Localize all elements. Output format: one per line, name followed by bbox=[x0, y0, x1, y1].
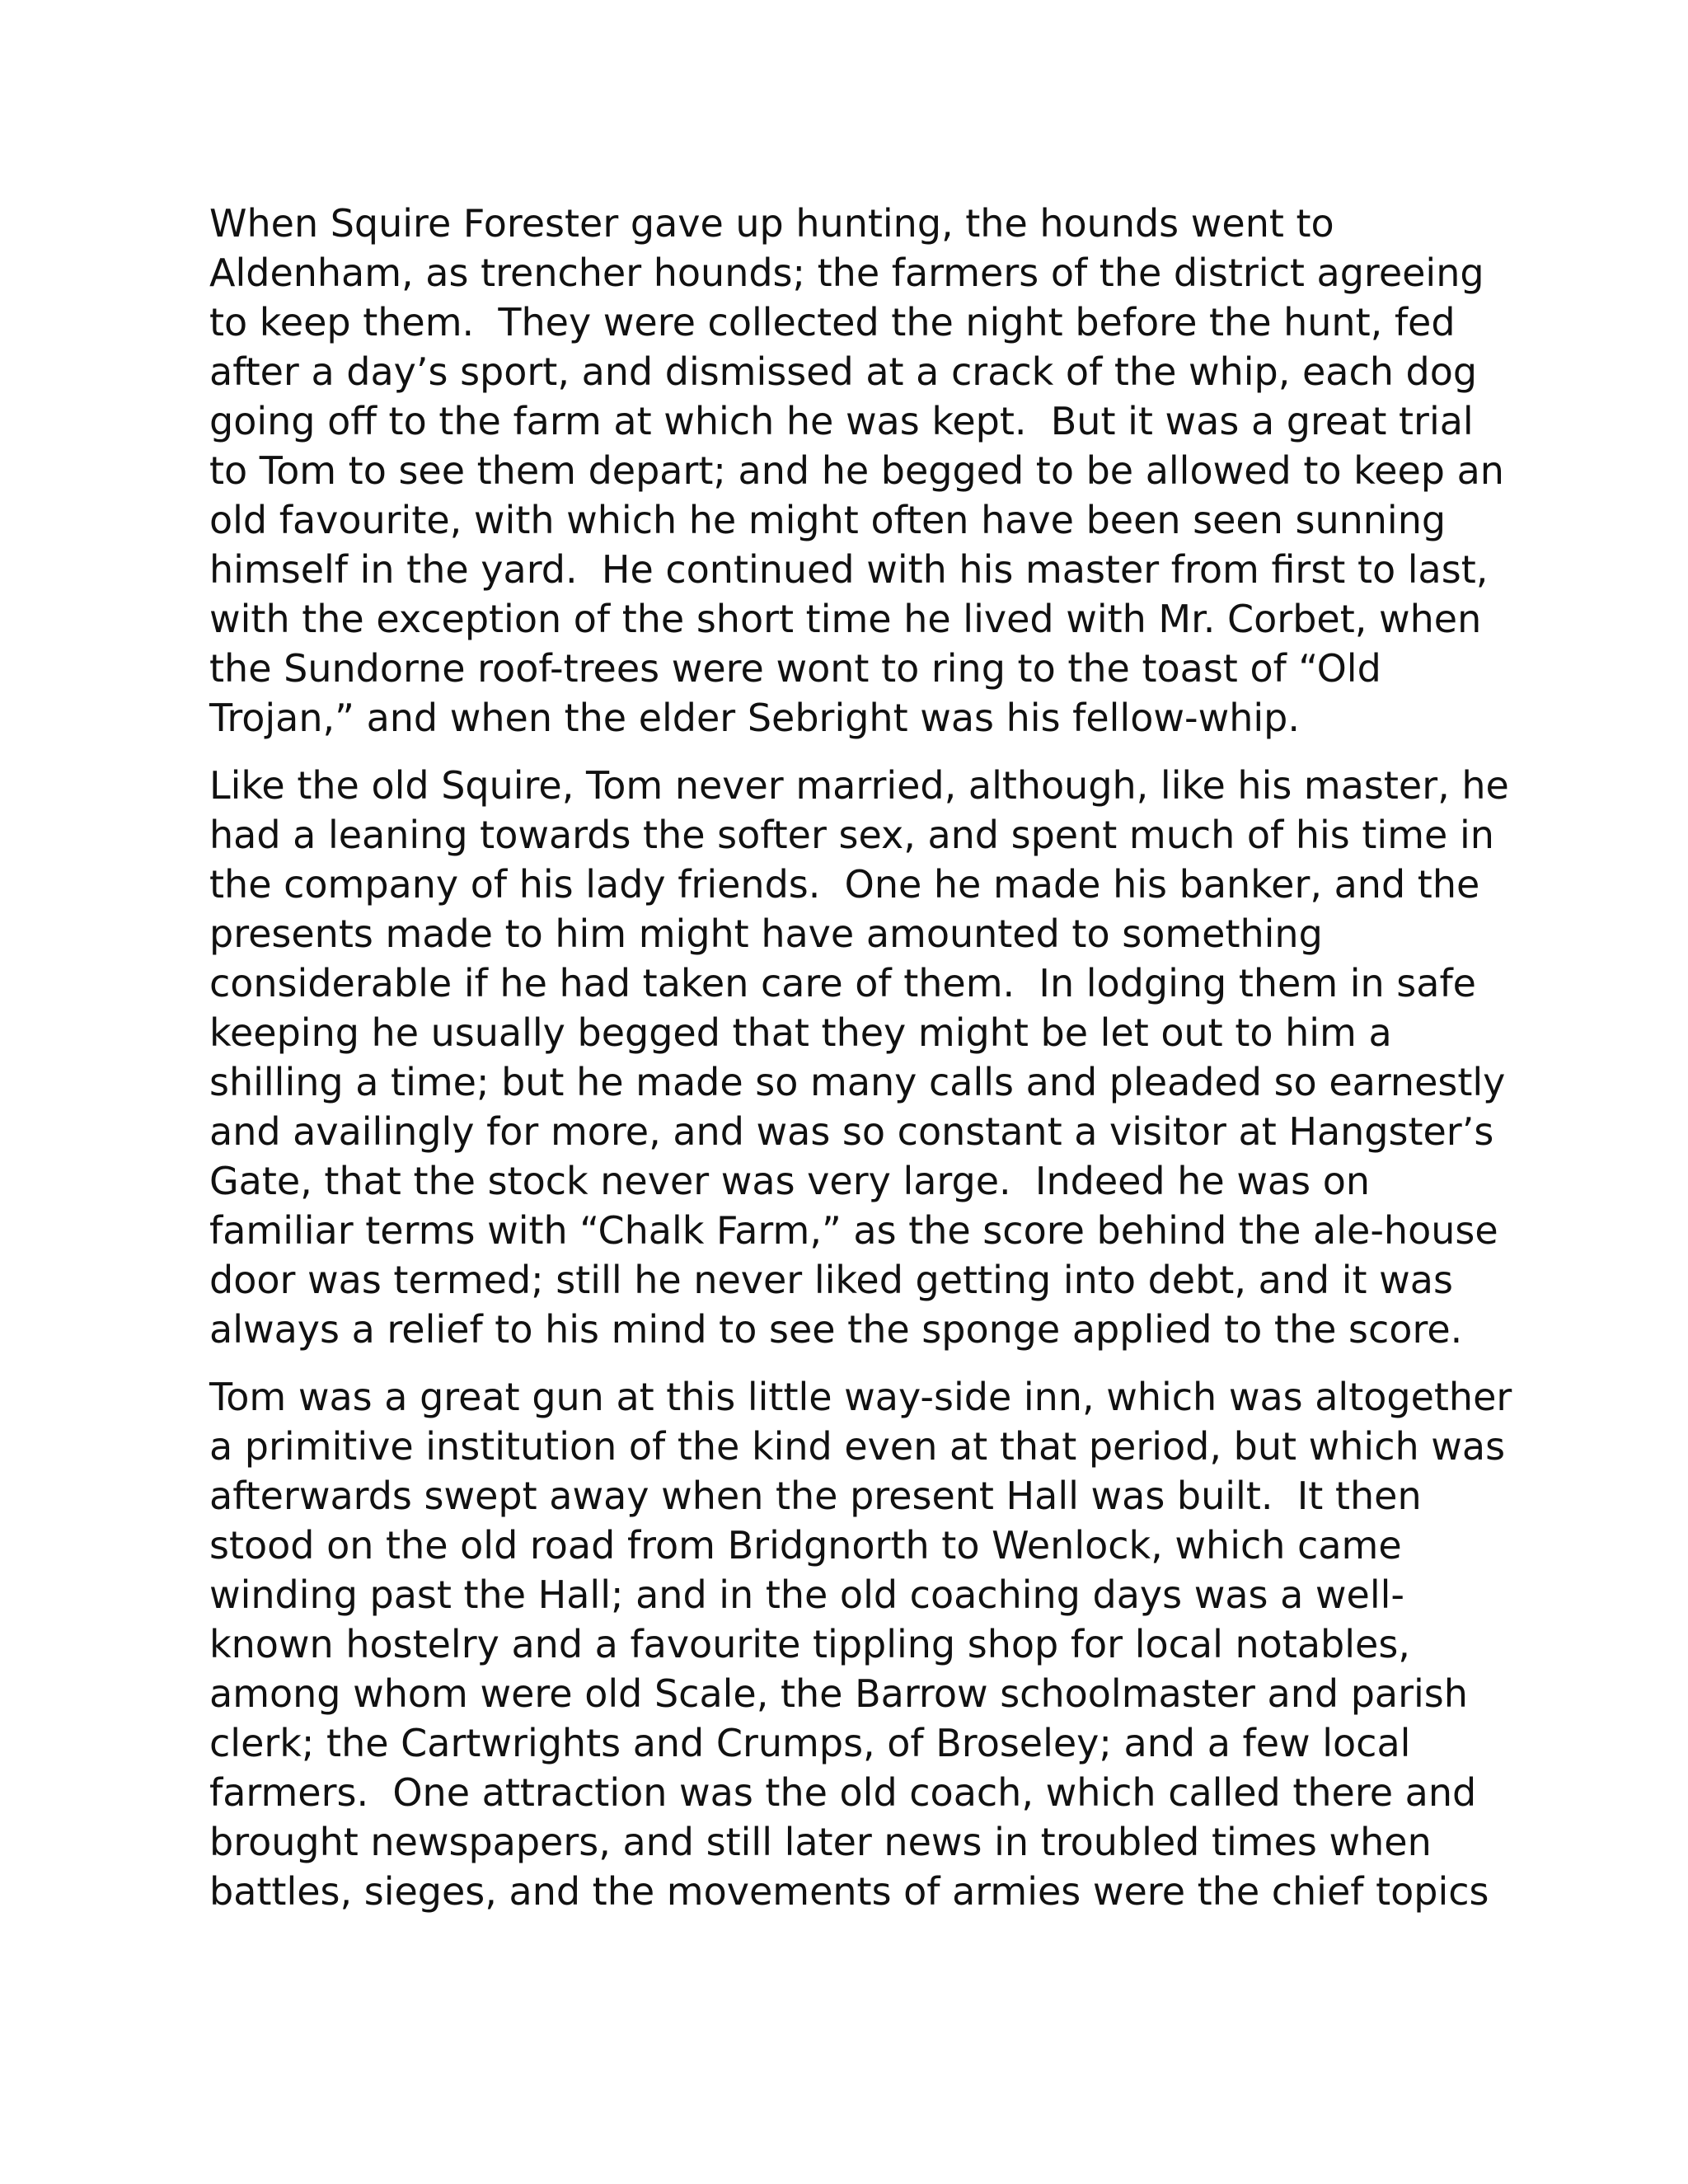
text-line: Tom was a great gun at this little way-side inn, which was altogether bbox=[209, 1375, 1512, 1419]
text-line: Aldenham, as trencher hounds; the farmers of the district agreeing bbox=[209, 251, 1484, 295]
text-line: shilling a time; but he made so many calls and pleaded so earnestly bbox=[209, 1060, 1506, 1104]
text-line: among whom were old Scale, the Barrow schoolmaster and parish bbox=[209, 1671, 1468, 1716]
text-line: Like the old Squire, Tom never married, although, like his master, he bbox=[209, 763, 1509, 808]
text-line: battles, sieges, and the movements of armies were the chief topics bbox=[209, 1869, 1489, 1914]
text-line: known hostelry and a favourite tippling shop for local notables, bbox=[209, 1622, 1410, 1666]
text-line: the Sundorne roof-trees were wont to ring to the toast of “Old bbox=[209, 646, 1381, 691]
text-line: a primitive institution of the kind even at that period, but which was bbox=[209, 1424, 1506, 1469]
text-line: the company of his lady friends. One he made his banker, and the bbox=[209, 862, 1480, 907]
text-line: and availingly for more, and was so constant a visitor at Hangster’s bbox=[209, 1109, 1494, 1154]
text-line: considerable if he had taken care of them. In lodging them in safe bbox=[209, 961, 1476, 1005]
text-line: going off to the farm at which he was kept. But it was a great trial bbox=[209, 399, 1474, 443]
paragraph-1 bbox=[209, 199, 1504, 743]
text-line: brought newspapers, and still later news in troubled times when bbox=[209, 1820, 1432, 1864]
body-text bbox=[209, 199, 1512, 1916]
text-line: had a leaning towards the softer sex, and spent much of his time in bbox=[209, 813, 1494, 857]
text-line: afterwards swept away when the present Hall was built. It then bbox=[209, 1474, 1422, 1518]
text-line: always a relief to his mind to see the sponge applied to the score. bbox=[209, 1307, 1463, 1352]
text-line: familiar terms with “Chalk Farm,” as the score behind the ale-house bbox=[209, 1208, 1498, 1253]
paragraph-2 bbox=[209, 761, 1509, 1354]
text-line: with the exception of the short time he lived with Mr. Corbet, when bbox=[209, 597, 1482, 641]
text-line: old favourite, with which he might often have been seen sunning bbox=[209, 498, 1447, 542]
text-line: clerk; the Cartwrights and Crumps, of Broseley; and a few local bbox=[209, 1721, 1411, 1765]
text-line: door was termed; still he never liked getting into debt, and it was bbox=[209, 1258, 1453, 1302]
text-line: presents made to him might have amounted to something bbox=[209, 912, 1323, 956]
text-line: stood on the old road from Bridgnorth to Wenlock, which came bbox=[209, 1523, 1402, 1568]
text-line: after a day’s sport, and dismissed at a crack of the whip, each dog bbox=[209, 349, 1478, 394]
text-line: keeping he usually begged that they might be let out to him a bbox=[209, 1010, 1392, 1055]
text-line: farmers. One attraction was the old coach, which called there and bbox=[209, 1770, 1477, 1815]
text-line: himself in the yard. He continued with his master from first to last, bbox=[209, 547, 1489, 592]
text-line: Gate, that the stock never was very large. Indeed he was on bbox=[209, 1159, 1371, 1203]
text-line: to keep them. They were collected the night before the hunt, fed bbox=[209, 300, 1456, 344]
text-line: winding past the Hall; and in the old coaching days was a well- bbox=[209, 1572, 1404, 1617]
text-line: Trojan,” and when the elder Sebright was his fellow-whip. bbox=[209, 696, 1300, 740]
text-line: to Tom to see them depart; and he begged to be allowed to keep an bbox=[209, 448, 1504, 493]
paragraph-3 bbox=[209, 1372, 1512, 1916]
text-line: When Squire Forester gave up hunting, the hounds went to bbox=[209, 201, 1334, 246]
